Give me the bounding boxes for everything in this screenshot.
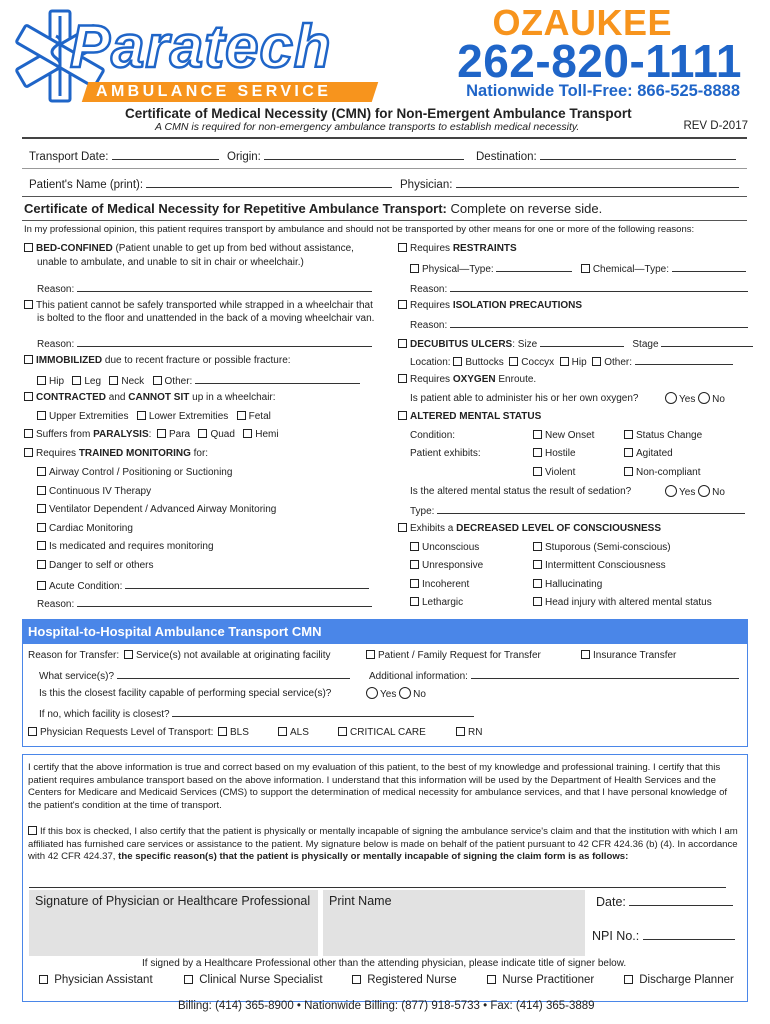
closest-no-radio[interactable]: No bbox=[399, 689, 426, 700]
checkbox[interactable] bbox=[24, 448, 33, 457]
checkbox[interactable] bbox=[24, 355, 33, 364]
fetal-option[interactable]: Fetal bbox=[237, 411, 271, 422]
checkbox[interactable] bbox=[398, 374, 407, 383]
sedation-yes-no bbox=[665, 485, 725, 498]
upper-extremities-option[interactable]: Upper Extremities bbox=[37, 411, 128, 422]
contracted-option[interactable]: CONTRACTED and CANNOT SIT up in a wheelchair: bbox=[24, 392, 276, 403]
monitor-danger-option[interactable]: Danger to self or others bbox=[37, 560, 154, 571]
destination-field[interactable]: Destination: bbox=[476, 150, 736, 163]
trained-monitoring-option[interactable]: Requires TRAINED MONITORING for: bbox=[24, 448, 208, 459]
npi-field[interactable]: NPI No.: bbox=[592, 928, 735, 943]
paralysis-option[interactable]: Suffers from PARALYSIS: Para Quad Hemi bbox=[24, 429, 279, 440]
immobilized-option[interactable]: IMMOBILIZED due to recent fracture or possible fracture: bbox=[24, 355, 291, 366]
oxygen-question: Is patient able to administer his or her own oxygen? bbox=[410, 393, 639, 404]
oxygen-yes-no bbox=[665, 392, 725, 405]
monitor-ventilator-option[interactable]: Ventilator Dependent / Advanced Airway Monitoring bbox=[37, 504, 276, 515]
contracted-choices bbox=[37, 411, 271, 422]
leg-option[interactable]: Leg bbox=[72, 376, 101, 387]
buttocks-option[interactable]: Buttocks bbox=[453, 357, 503, 368]
als-option[interactable]: ALS bbox=[278, 727, 309, 738]
monitor-reason-field[interactable]: Reason: bbox=[37, 597, 372, 610]
monitor-iv-option[interactable]: Continuous IV Therapy bbox=[37, 486, 151, 497]
repetitive-section-title: Certificate of Medical Necessity for Repetitive Ambulance Transport: Complete on reverse side. bbox=[24, 201, 603, 216]
revision-label: REV D-2017 bbox=[683, 120, 748, 132]
certification-text: I certify that the above information is true and correct based on my evaluation of this patient, to the best of my knowledge and professional training. I certify that this patient requires ambulance transport based on the above information. I understand that this information will be used by the Department of Health Services and the Centers for Medicare and Medicaid Services (CMS) to support the determination of medical necessity for ambulance services, and that I have personal knowledge of the patient's condition at the time of transport. bbox=[28, 762, 728, 811]
company-logo bbox=[10, 6, 382, 106]
agitated-option[interactable]: Agitated bbox=[624, 448, 673, 459]
origin-field[interactable]: Origin: bbox=[227, 150, 464, 163]
stuporous-option[interactable]: Stuporous (Semi-conscious) bbox=[533, 542, 671, 553]
signer-np-option[interactable]: Nurse Practitioner bbox=[487, 974, 594, 986]
transport-date-field[interactable]: Transport Date: bbox=[29, 150, 219, 163]
sedation-type-field[interactable]: Type: bbox=[410, 504, 745, 517]
intermittent-option[interactable]: Intermittent Consciousness bbox=[533, 560, 666, 571]
service-unavailable-option[interactable]: Service(s) not available at originating facility bbox=[124, 650, 331, 661]
head-injury-option[interactable]: Head injury with altered mental status bbox=[533, 597, 712, 608]
sedation-no-radio[interactable]: No bbox=[698, 487, 725, 498]
altered-mental-status-option[interactable]: ALTERED MENTAL STATUS bbox=[398, 411, 541, 422]
checkbox[interactable] bbox=[398, 300, 407, 309]
checkbox[interactable] bbox=[398, 243, 407, 252]
footer-contact: Billing: (414) 365-8900 • Nationwide Billing: (877) 918-5733 • Fax: (414) 365-3889 bbox=[178, 1000, 595, 1012]
wheelchair-note: is bolted to the floor and unattended in the back of a moving wheelchair van. bbox=[37, 313, 375, 324]
status-change-option[interactable]: Status Change bbox=[624, 430, 702, 441]
decreased-consciousness-option[interactable]: Exhibits a DECREASED LEVEL OF CONSCIOUSNESS bbox=[398, 523, 661, 534]
rn-option[interactable]: RN bbox=[456, 727, 482, 738]
form-subtitle: A CMN is required for non-emergency ambulance transports to establish medical necessity. bbox=[155, 121, 580, 133]
noncompliant-option[interactable]: Non-compliant bbox=[624, 467, 700, 478]
bed-confined-note: unable to ambulate, and unable to sit in chair or wheelchair.) bbox=[37, 257, 304, 268]
other-option[interactable]: Other: bbox=[153, 376, 361, 387]
bed-reason-field[interactable]: Reason: bbox=[37, 282, 372, 295]
phone-number: 262-820-1111 bbox=[457, 35, 742, 87]
hip-option[interactable]: Hip bbox=[37, 376, 64, 387]
checkbox[interactable] bbox=[28, 826, 37, 835]
signature-label: Signature of Physician or Healthcare Professional bbox=[35, 894, 311, 908]
date-field[interactable]: Date: bbox=[596, 894, 733, 909]
restraints-option[interactable]: Requires RESTRAINTS bbox=[398, 243, 517, 254]
isolation-option[interactable]: Requires ISOLATION PRECAUTIONS bbox=[398, 300, 582, 311]
signer-note: If signed by a Healthcare Professional other than the attending physician, please indicate title of signer below. bbox=[142, 958, 627, 969]
exhibits-label: Patient exhibits: bbox=[410, 448, 481, 459]
sedation-question: Is the altered mental status the result of sedation? bbox=[410, 486, 632, 497]
closest-facility-field[interactable]: If no, which facility is closest? bbox=[39, 707, 474, 720]
neck-option[interactable]: Neck bbox=[109, 376, 144, 387]
coccyx-option[interactable]: Coccyx bbox=[509, 357, 554, 368]
lower-extremities-option[interactable]: Lower Extremities bbox=[137, 411, 228, 422]
incapable-reason-line[interactable] bbox=[29, 887, 726, 888]
monitor-cardiac-option[interactable]: Cardiac Monitoring bbox=[37, 523, 133, 534]
additional-info-field[interactable]: Additional information: bbox=[369, 669, 739, 682]
wheelchair-reason-field[interactable]: Reason: bbox=[37, 337, 372, 350]
brand-name: Paratech bbox=[70, 13, 332, 80]
new-onset-option[interactable]: New Onset bbox=[533, 430, 594, 441]
monitor-acute-option[interactable]: Acute Condition: bbox=[37, 579, 369, 592]
ulcer-other-option[interactable]: Other: bbox=[592, 357, 733, 368]
monitor-airway-option[interactable]: Airway Control / Positioning or Suctioning bbox=[37, 467, 232, 478]
oxygen-yes-radio[interactable]: Yes bbox=[665, 394, 695, 405]
checkbox[interactable] bbox=[398, 411, 407, 420]
insurance-transfer-option[interactable]: Insurance Transfer bbox=[581, 650, 676, 661]
signer-cns-option[interactable]: Clinical Nurse Specialist bbox=[184, 974, 323, 986]
restraint-reason-field[interactable]: Reason: bbox=[410, 282, 748, 295]
violent-option[interactable]: Violent bbox=[533, 467, 575, 478]
ulcer-location: Location: Buttocks Coccyx Hip Other: bbox=[410, 355, 733, 368]
county-name: OZAUKEE bbox=[492, 2, 672, 43]
signer-rn-option[interactable]: Registered Nurse bbox=[352, 974, 457, 986]
checkbox[interactable] bbox=[24, 429, 33, 438]
unresponsive-option[interactable]: Unresponsive bbox=[410, 560, 483, 571]
physician-field[interactable]: Physician: bbox=[400, 178, 739, 191]
ulcer-hip-option[interactable]: Hip bbox=[560, 357, 587, 368]
bed-confined-option[interactable]: BED-CONFINED (Patient unable to get up from bed without assistance, bbox=[24, 243, 354, 254]
condition-label: Condition: bbox=[410, 430, 456, 441]
closest-yes-no bbox=[366, 687, 426, 700]
checkbox[interactable] bbox=[24, 300, 33, 309]
immobilized-choices bbox=[37, 374, 360, 387]
print-name-label: Print Name bbox=[329, 894, 392, 908]
monitor-medicated-option[interactable]: Is medicated and requires monitoring bbox=[37, 541, 214, 552]
wheelchair-option[interactable]: This patient cannot be safely transported while strapped in a wheelchair that bbox=[24, 300, 373, 311]
physical-type-option[interactable]: Physical—Type: bbox=[410, 264, 572, 275]
checkbox[interactable] bbox=[24, 392, 33, 401]
closest-question: Is this the closest facility capable of performing special service(s)? bbox=[39, 688, 332, 699]
incoherent-option[interactable]: Incoherent bbox=[410, 579, 469, 590]
signer-pa-option[interactable]: Physician Assistant bbox=[39, 974, 153, 986]
what-services-field[interactable]: What service(s)? bbox=[39, 669, 350, 682]
repetitive-intro: In my professional opinion, this patient requires transport by ambulance and should not be transported by other means for one or more of the following reasons: bbox=[24, 224, 695, 235]
restraint-types bbox=[410, 262, 746, 275]
unconscious-option[interactable]: Unconscious bbox=[410, 542, 479, 553]
signer-dp-option[interactable]: Discharge Planner bbox=[624, 974, 734, 986]
transfer-reason-label: Reason for Transfer: bbox=[28, 650, 120, 661]
hallucinating-option[interactable]: Hallucinating bbox=[533, 579, 602, 590]
sedation-yes-radio[interactable]: Yes bbox=[665, 487, 695, 498]
lethargic-option[interactable]: Lethargic bbox=[410, 597, 463, 608]
form-title: Certificate of Medical Necessity (CMN) for Non-Emergent Ambulance Transport bbox=[125, 106, 632, 121]
brand-subtitle: AMBULANCE SERVICE bbox=[96, 83, 332, 100]
incapable-certification[interactable]: If this box is checked, I also certify that the patient is physically or mentally incapable of signing the ambulance service's claim and that the institution with which I am affiliated has furnished care services or assistance to the patient. My signature below is made on behalf of the patient pursuant to 42 CFR 424.36 (b) (4). In accordance with 42 CFR 424.37, the specific reason(s) that the patient is physically or mentally incapable of signing the claim form is as follows: bbox=[28, 826, 738, 862]
checkbox[interactable] bbox=[24, 243, 33, 252]
oxygen-no-radio[interactable]: No bbox=[698, 394, 725, 405]
level-request-option[interactable]: Physician Requests Level of Transport: bbox=[28, 727, 213, 738]
checkbox[interactable] bbox=[398, 339, 407, 348]
oxygen-option[interactable]: Requires OXYGEN Enroute. bbox=[398, 374, 536, 385]
bls-option[interactable]: BLS bbox=[218, 727, 249, 738]
isolation-reason-field[interactable]: Reason: bbox=[410, 318, 748, 331]
checkbox[interactable] bbox=[398, 523, 407, 532]
tollfree-number: Nationwide Toll-Free: 866-525-8888 bbox=[466, 82, 740, 100]
family-request-option[interactable]: Patient / Family Request for Transfer bbox=[366, 650, 541, 661]
critical-care-option[interactable]: CRITICAL CARE bbox=[338, 727, 426, 738]
decubitus-option[interactable]: DECUBITUS ULCERS: Size Stage bbox=[398, 337, 753, 350]
chemical-type-option[interactable]: Chemical—Type: bbox=[581, 264, 746, 275]
h2h-title: Hospital-to-Hospital Ambulance Transport CMN bbox=[28, 624, 322, 639]
patient-name-field[interactable]: Patient's Name (print): bbox=[29, 178, 392, 191]
hostile-option[interactable]: Hostile bbox=[533, 448, 576, 459]
closest-yes-radio[interactable]: Yes bbox=[366, 689, 396, 700]
